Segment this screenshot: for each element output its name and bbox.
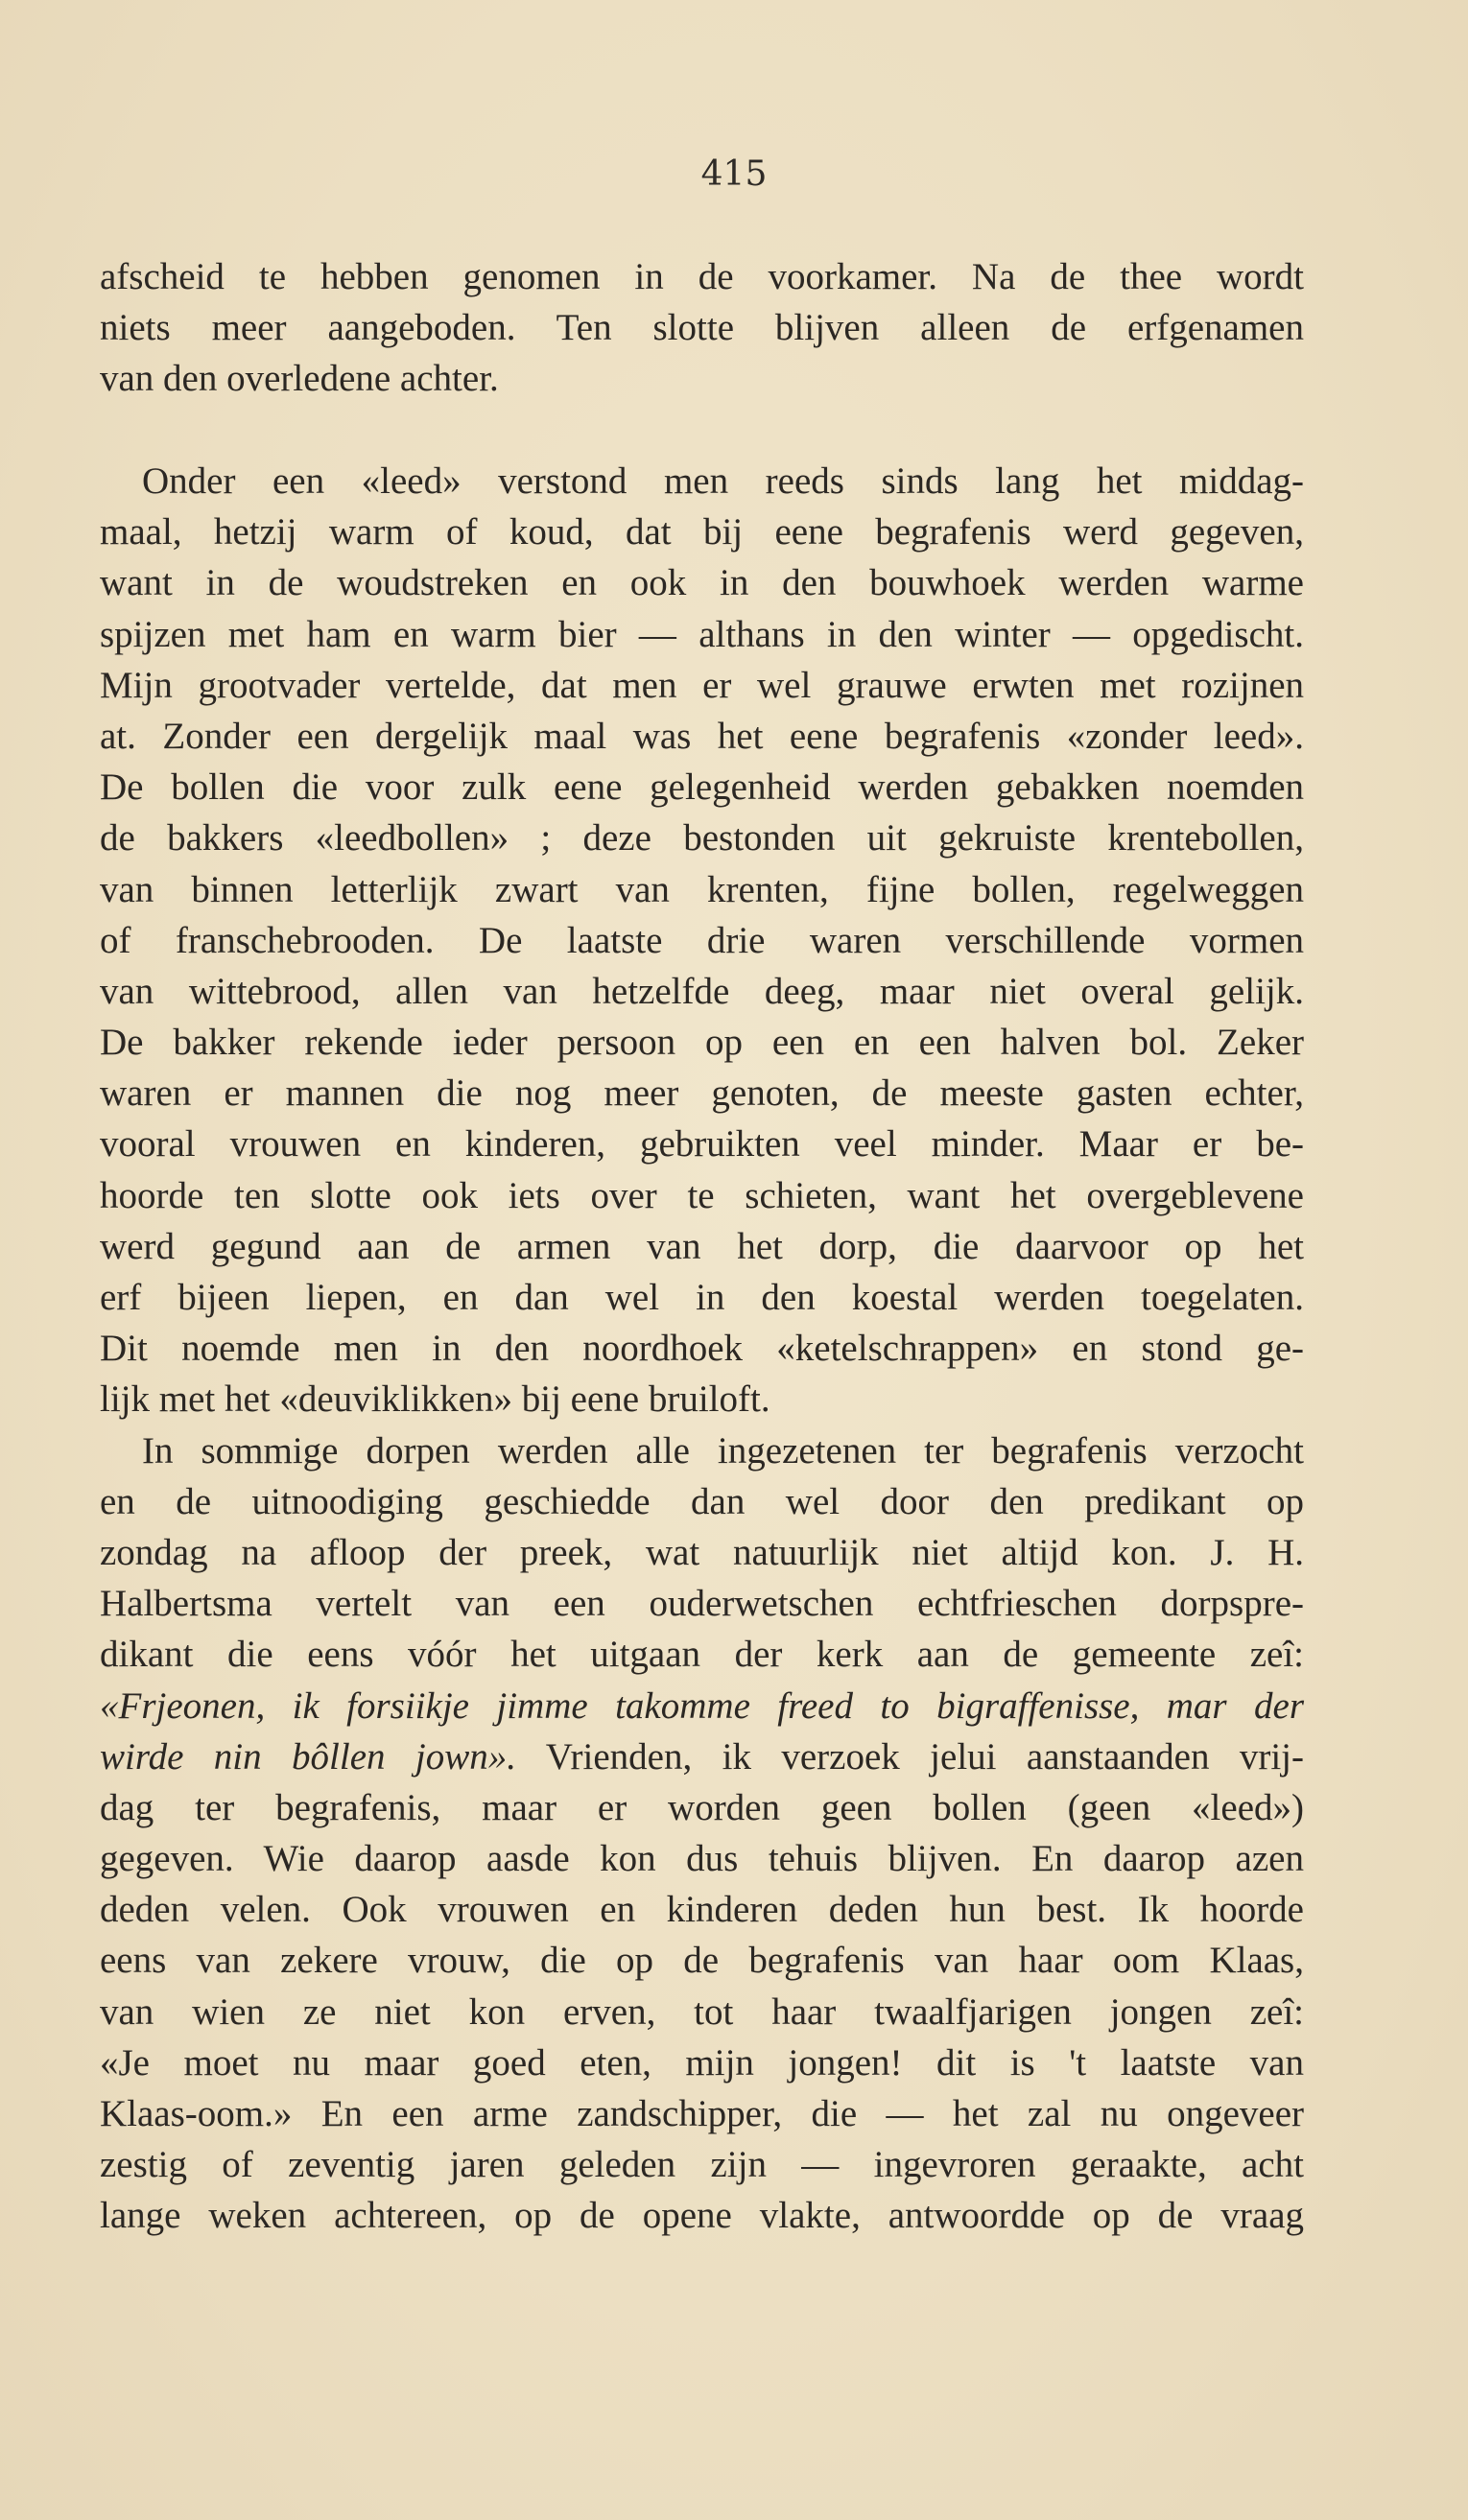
text-line: deden velen. Ook vrouwen en kinderen deden hun best. Ik hoorde xyxy=(100,1889,1304,1931)
text-line: niets meer aangeboden. Ten slotte blijven alleen de erfgenamen xyxy=(100,307,1304,349)
frisian-quote-line-2 xyxy=(100,1731,1304,1782)
text-line: Dit noemde men in den noordhoek «ketelschrappen» en stond ge- xyxy=(100,1328,1304,1370)
text-line: want in de woudstreken en ook in den bouwhoek werden warme xyxy=(100,562,1304,604)
frisian-quote-line: «Frjeonen, ik forsiikje jimme takomme freed to bigraffenisse, mar der xyxy=(100,1684,1304,1727)
text-line: en de uitnoodiging geschiedde dan wel door den predikant op xyxy=(100,1480,1304,1522)
text-line: hoorde ten slotte ook iets over te schieten, want het overgeblevene xyxy=(100,1174,1304,1216)
text-line: de bakkers «leedbollen» ; deze bestonden uit gekruiste krentebollen, xyxy=(100,817,1304,860)
text-line: «Je moet nu maar goed eten, mijn jongen! dit is 't laatste van xyxy=(100,2041,1304,2084)
text-line: In sommige dorpen werden alle ingezetenen ter begrafenis verzocht xyxy=(142,1429,1304,1472)
text-line: De bollen die voor zulk eene gelegenheid werden gebakken noemden xyxy=(100,766,1304,809)
frisian-quote-end: wirde nin bôllen jown». xyxy=(100,1735,517,1778)
text-line: at. Zonder een dergelijk maal was het eene begrafenis «zonder leed». xyxy=(100,715,1304,757)
text-line: dag ter begrafenis, maar er worden geen bollen (geen «leed») xyxy=(100,1786,1304,1828)
text-line: of franschebrooden. De laatste drie waren verschillende vormen xyxy=(100,919,1304,961)
text-line: zondag na afloop der preek, wat natuurlijk niet altijd kon. J. H. xyxy=(100,1531,1304,1573)
text-line: Onder een «leed» verstond men reeds sinds lang het middag- xyxy=(142,460,1304,502)
text-line: waren er mannen die nog meer genoten, de meeste gasten echter, xyxy=(100,1072,1304,1115)
text-line: afscheid te hebben genomen in de voorkamer. Na de thee wordt xyxy=(100,256,1304,297)
text-line: eens van zekere vrouw, die op de begrafenis van haar oom Klaas, xyxy=(100,1940,1304,1982)
text-line: van wien ze niet kon erven, tot haar twaalfjarigen jongen zeî: xyxy=(100,1990,1304,2033)
text-line: werd gegund aan de armen van het dorp, die daarvoor op het xyxy=(100,1225,1304,1267)
text-line: zestig of zeventig jaren geleden zijn — ingevroren geraakte, acht xyxy=(100,2144,1304,2186)
text-line: spijzen met ham en warm bier — althans in den winter — opgedischt. xyxy=(100,613,1304,655)
text-line: Halbertsma vertelt van een ouderwetschen echtfrieschen dorpspre- xyxy=(100,1583,1304,1625)
main-text xyxy=(100,456,1304,2242)
text-line: maal, hetzij warm of koud, dat bij eene begrafenis werd gegeven, xyxy=(100,511,1304,553)
text-line: gegeven. Wie daarop aasde kon dus tehuis blijven. En daarop azen xyxy=(100,1838,1304,1880)
translation-start: Vrienden, ik verzoek jelui aanstaanden vrij- xyxy=(516,1735,1304,1778)
text-line: vooral vrouwen en kinderen, gebruikten veel minder. Maar er be- xyxy=(100,1123,1304,1166)
paragraph-continuation xyxy=(100,251,1304,405)
text-line: van wittebrood, allen van hetzelfde deeg, maar niet overal gelijk. xyxy=(100,970,1304,1012)
text-line: van den overledene achter. xyxy=(100,358,499,400)
text-line: lijk met het «deuviklikken» bij eene bruiloft. xyxy=(100,1378,770,1421)
text-line: erf bijeen liepen, en dan wel in den koestal werden toegelaten. xyxy=(100,1277,1304,1318)
text-line: van binnen letterlijk zwart van krenten, fijne bollen, regelweggen xyxy=(100,868,1304,910)
text-line: dikant die eens vóór het uitgaan der kerk aan de gemeente zeî: xyxy=(100,1634,1304,1676)
text-line: Mijn grootvader vertelde, dat men er wel grauwe erwten met rozijnen xyxy=(100,664,1304,706)
text-line: lange weken achtereen, op de opene vlakte, antwoordde op de vraag xyxy=(100,2195,1304,2237)
text-line: De bakker rekende ieder persoon op een en een halven bol. Zeker xyxy=(100,1022,1304,1064)
page-number: 415 xyxy=(700,154,768,194)
text-line: Klaas-oom.» En een arme zandschipper, die — het zal nu ongeveer xyxy=(100,2093,1304,2134)
